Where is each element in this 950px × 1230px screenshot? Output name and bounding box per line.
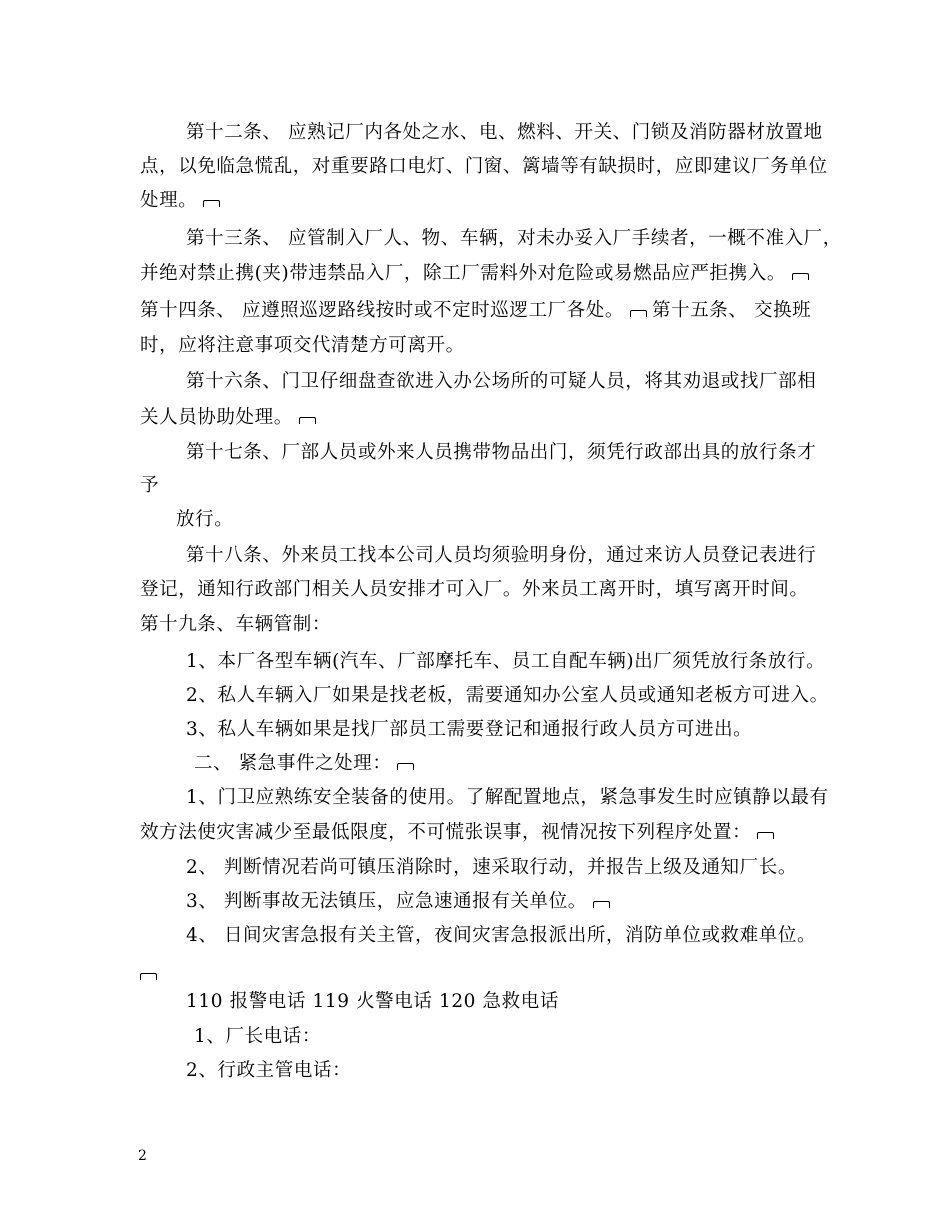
text-line xyxy=(186,856,797,880)
line-text: 4、 日间灾害急报有关主管，夜间灾害急报派出所，消防单位或救难单位。 xyxy=(186,925,817,946)
line-text: 3、 判断事故无法镇压，应急速通报有关单位。 xyxy=(186,891,587,912)
line-text: 第十三条、 应管制入厂人、物、车辆，对未办妥入厂手续者，一概不准入厂， xyxy=(186,228,842,249)
line-text: 1、厂长电话： xyxy=(194,1026,321,1047)
line-text: 关人员协助处理。 xyxy=(140,407,293,428)
text-line xyxy=(140,155,828,179)
paragraph-mark-icon xyxy=(593,901,610,908)
text-line xyxy=(186,544,816,568)
line-text: 效方法使灾害减少至最低限度，不可慌张误事，视情况按下列程序处置： xyxy=(140,822,752,843)
line-text: 登记，通知行政部门相关人员安排才可入厂。外来员工离开时，填写离开时间。 xyxy=(140,579,809,600)
text-line xyxy=(186,924,816,948)
line-text: 110 报警电话 119 火警电话 120 急救电话 xyxy=(186,991,559,1012)
line-text: 并绝对禁止携(夹)带违禁品入厂，除工厂需料外对危险或易燃品应严拒携入。 xyxy=(140,263,786,284)
text-line xyxy=(140,406,316,430)
line-text: 第十五条、 交换班 xyxy=(652,300,812,321)
text-line xyxy=(186,1059,351,1083)
line-text: 第十六条、门卫仔细盘查欲进入办公场所的可疑人员，将其劝退或找厂部相 xyxy=(186,371,817,392)
line-text: 第十四条、 应遵照巡逻路线按时或不定时巡逻工厂各处。 xyxy=(140,300,624,321)
text-line xyxy=(186,121,823,145)
text-line xyxy=(140,262,809,286)
text-line xyxy=(140,613,331,637)
line-text: 3、私人车辆如果是找厂部员工需要登记和通报行政人员方可进出。 xyxy=(186,719,753,740)
paragraph-mark-icon xyxy=(203,200,220,207)
line-text: 2、 判断情况若尚可镇压消除时，速采取行动，并报告上级及通知厂长。 xyxy=(186,857,797,878)
paragraph-mark-icon xyxy=(757,832,774,839)
line-text: 二、 紧急事件之处理： xyxy=(194,753,392,774)
text-line xyxy=(186,786,829,810)
page-number: 2 xyxy=(138,1148,147,1164)
text-line xyxy=(140,821,774,845)
text-line xyxy=(186,890,610,914)
line-text: 第十二条、 应熟记厂内各处之水、电、燃料、开关、门锁及消防器材放置地 xyxy=(186,122,823,143)
line-text: 予 xyxy=(140,475,160,496)
line-text: 第十九条、车辆管制： xyxy=(140,614,332,635)
text-line xyxy=(186,441,816,465)
line-text: 点，以免临急慌乱，对重要路口电灯、门窗、篱墙等有缺损时，应即建议厂务单位 xyxy=(140,156,828,177)
text-line xyxy=(186,650,825,674)
line-text: 2、行政主管电话： xyxy=(186,1060,352,1081)
text-line xyxy=(194,1025,321,1049)
paragraph-mark-icon xyxy=(630,310,647,317)
text-line xyxy=(140,474,159,498)
line-text: 1、本厂各型车辆(汽车、厂部摩托车、员工自配车辆)出厂须凭放行条放行。 xyxy=(186,651,826,672)
paragraph-mark-icon xyxy=(792,273,809,280)
line-text: 时，应将注意事项交代清楚方可离开。 xyxy=(140,335,465,356)
text-line xyxy=(186,684,829,708)
text-line xyxy=(140,578,809,602)
text-line xyxy=(186,370,816,394)
paragraph-mark-icon xyxy=(299,417,316,424)
text-line xyxy=(186,718,752,742)
text-line xyxy=(140,334,465,358)
text-line xyxy=(140,299,647,323)
text-line xyxy=(140,189,220,213)
line-text: 处理。 xyxy=(140,190,198,211)
text-line xyxy=(176,508,233,532)
paragraph-mark-icon xyxy=(397,763,414,770)
text-line xyxy=(652,299,811,323)
text-line xyxy=(186,990,559,1014)
text-line xyxy=(140,962,157,986)
text-line xyxy=(194,752,414,776)
line-text: 第十七条、厂部人员或外来人员携带物品出门，须凭行政部出具的放行条才 xyxy=(186,442,817,463)
line-text: 1、门卫应熟练安全装备的使用。了解配置地点，紧急事发生时应镇静以最有 xyxy=(186,787,829,808)
paragraph-mark-icon xyxy=(140,973,157,980)
line-text: 第十八条、外来员工找本公司人员均须验明身份，通过来访人员登记表进行 xyxy=(186,545,817,566)
line-text: 放行。 xyxy=(176,509,234,530)
text-line xyxy=(186,227,842,251)
line-text: 2、私人车辆入厂如果是找老板，需要通知办公室人员或通知老板方可进入。 xyxy=(186,685,829,706)
